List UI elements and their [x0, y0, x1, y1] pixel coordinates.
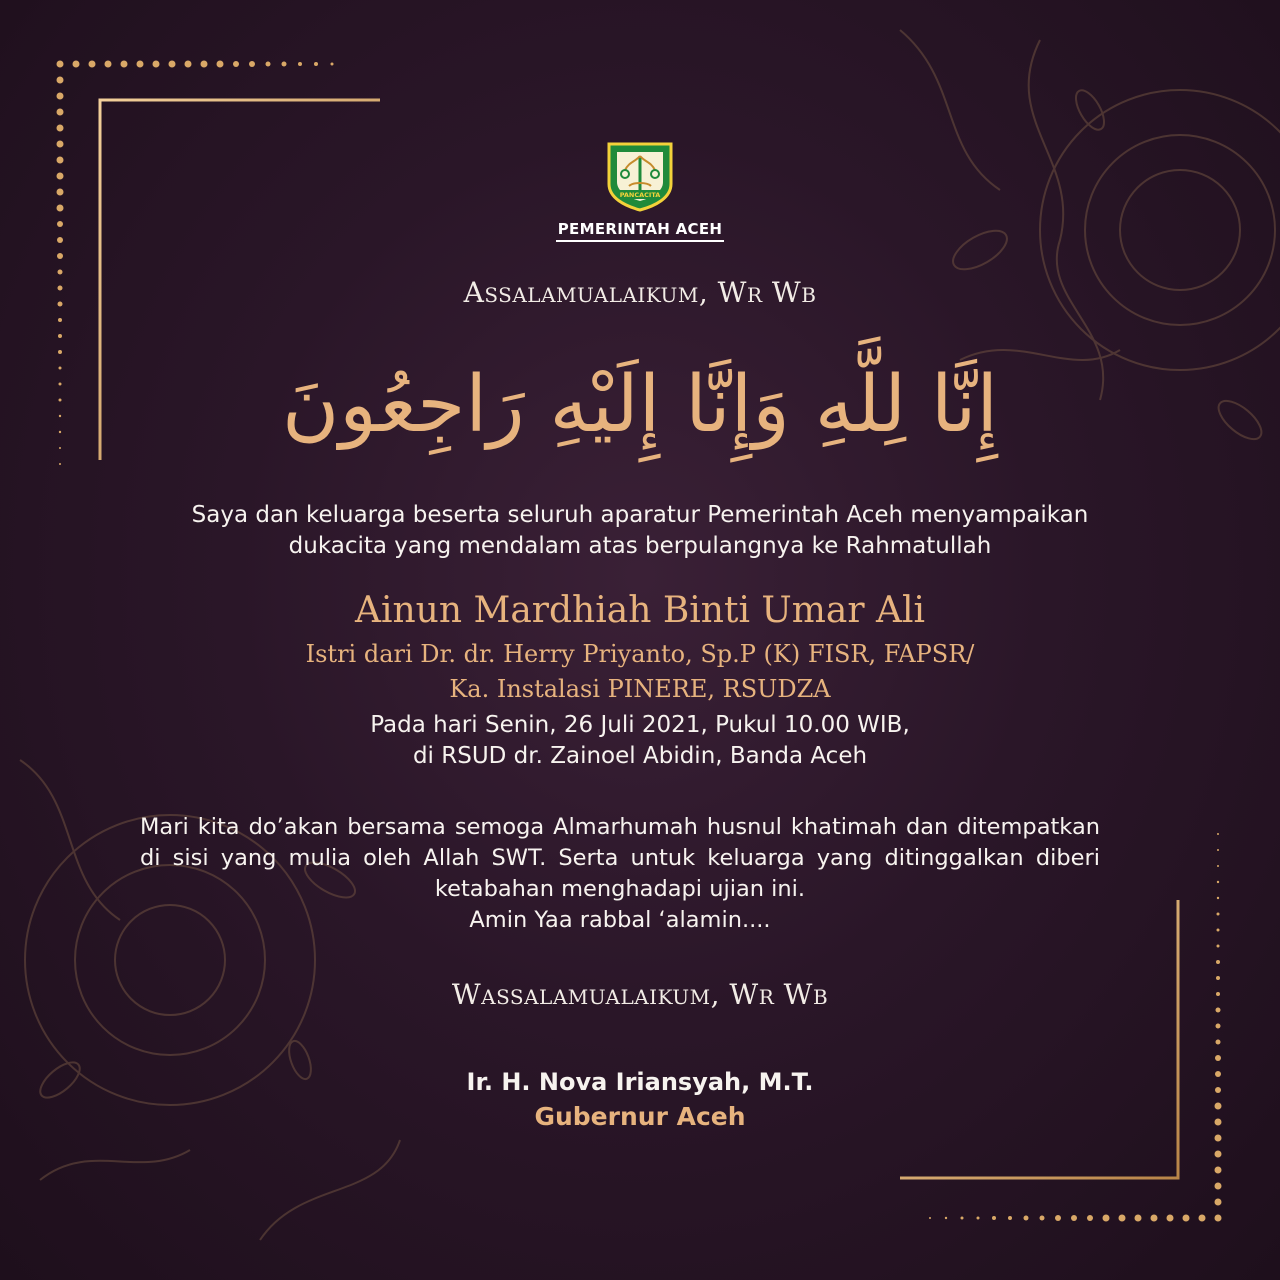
government-logo	[556, 140, 724, 242]
signer-title: Gubernur Aceh	[534, 1102, 746, 1131]
amin-line: Amin Yaa rabbal ‘alamin....	[469, 907, 771, 933]
opening-greeting: Assalamualaikum, Wr Wb	[463, 276, 817, 309]
deceased-relation: Istri dari Dr. dr. Herry Priyanto, Sp.P (K) FISR, FAPSR/	[305, 640, 975, 668]
time-and-place	[60, 710, 1220, 772]
spouse-position: Ka. Instalasi PINERE, RSUDZA	[449, 675, 831, 703]
condolence-intro	[60, 500, 1220, 562]
org-name: PEMERINTAH ACEH	[556, 220, 724, 242]
intro-line-2: dukacita yang mendalam atas berpulangnya ke Rahmatullah	[288, 533, 992, 559]
closing-greeting: Wassalamualaikum, Wr Wb	[451, 978, 829, 1011]
intro-line-1: Saya dan keluarga beserta seluruh aparatur Pemerintah Aceh menyampaikan	[191, 502, 1089, 528]
prayer-paragraph	[140, 812, 1100, 936]
arabic-calligraphy: إِنَّا لِلَّهِ وَإِنَّا إِلَيْهِ رَاجِعُونَ	[281, 360, 999, 450]
death-time: Pada hari Senin, 26 Juli 2021, Pukul 10.00 WIB,	[370, 712, 910, 738]
emblem-label: PANCACITA	[619, 191, 661, 199]
death-place: di RSUD dr. Zainoel Abidin, Banda Aceh	[412, 743, 868, 769]
deceased-name: Ainun Mardhiah Binti Umar Ali	[354, 590, 926, 631]
signer-name: Ir. H. Nova Iriansyah, M.T.	[466, 1068, 814, 1096]
prayer-text: Mari kita do’akan bersama semoga Almarhumah husnul khatimah dan ditempatkan di sisi yang mulia oleh Allah SWT. Serta untuk keluarga yang ditinggalkan diberi ketabahan menghadapi ujian ini.	[140, 814, 1100, 902]
aceh-emblem-icon	[605, 140, 675, 212]
